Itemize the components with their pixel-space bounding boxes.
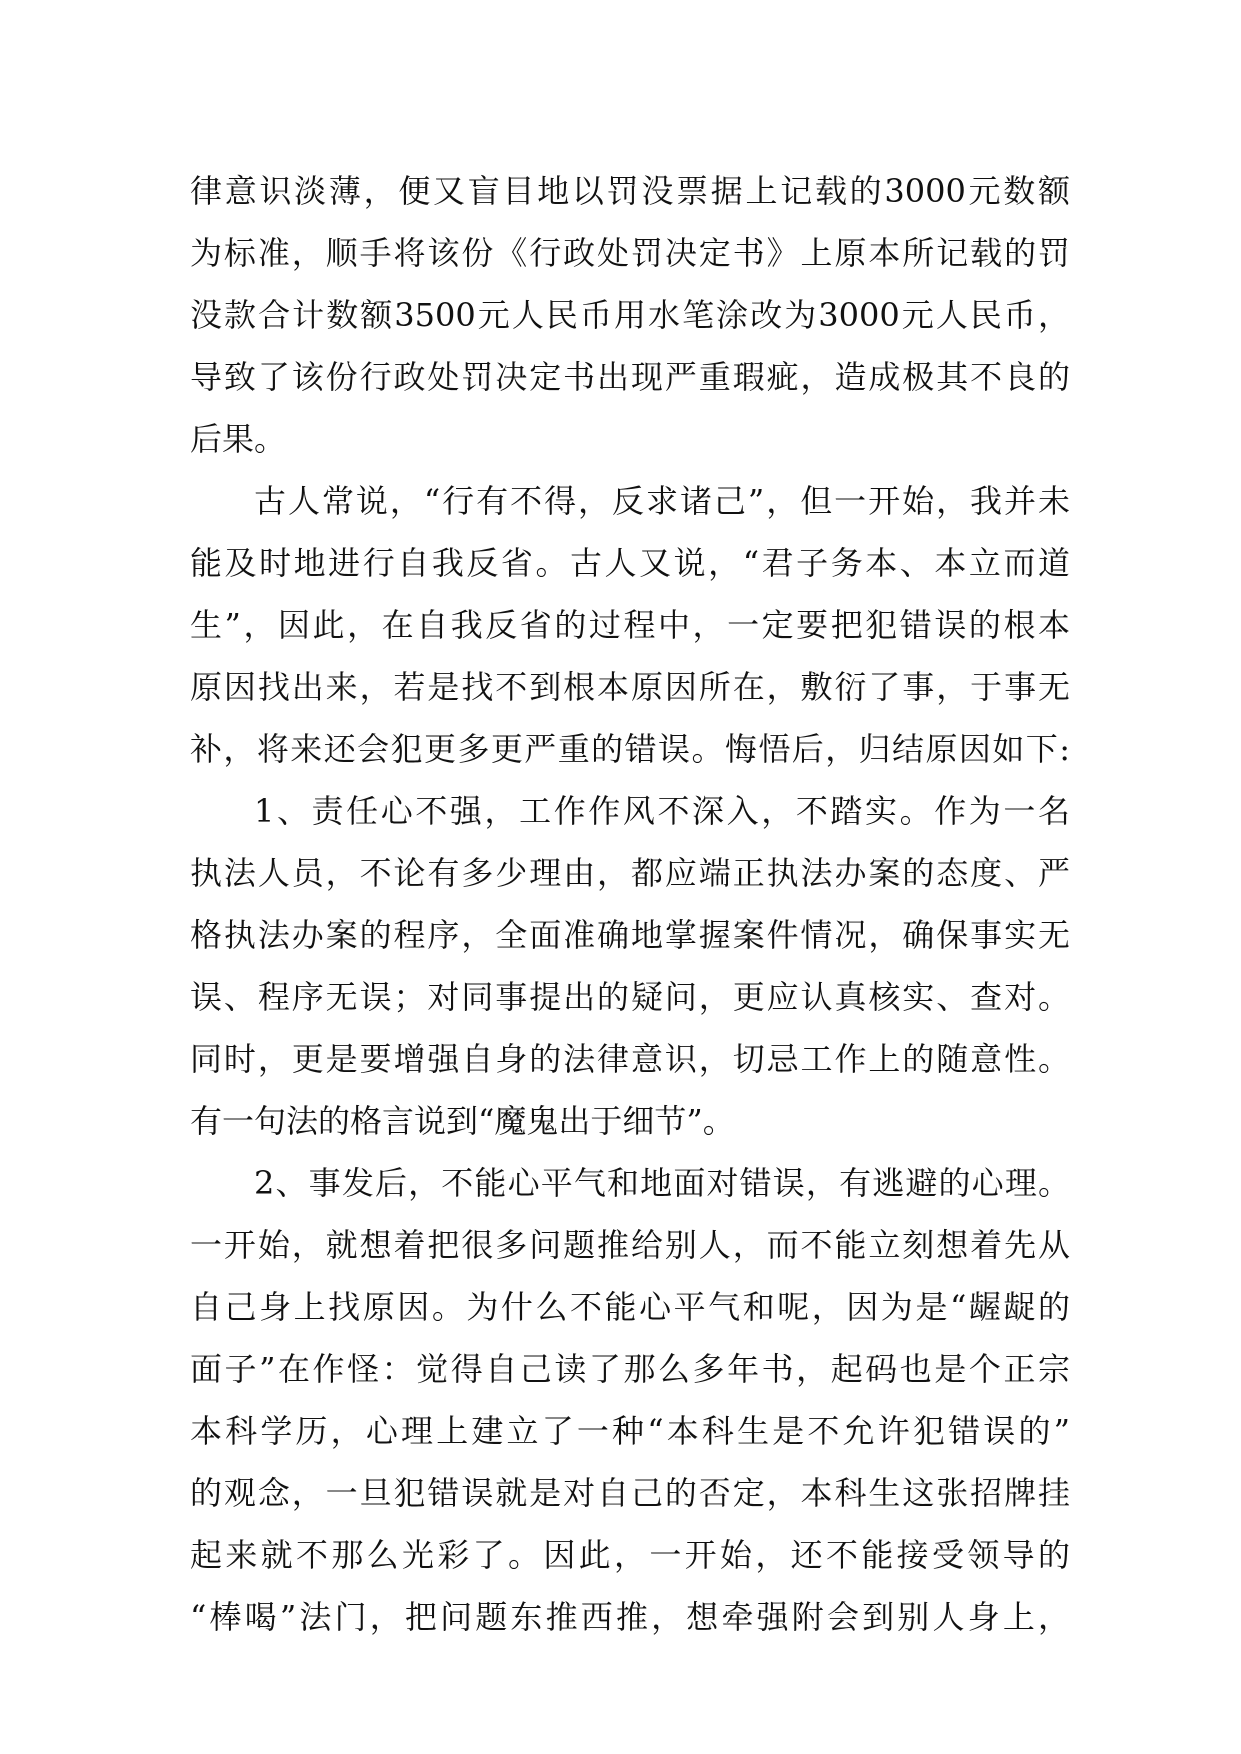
text-line: 补，将来还会犯更多更严重的错误。悔悟后，归结原因如下: <box>190 730 1070 768</box>
text-line: 本科学历，心理上建立了一种“本科生是不允许犯错误的” <box>190 1412 1070 1450</box>
text-line: 自己身上找原因。为什么不能心平气和呢，因为是“龌龊的 <box>190 1288 1070 1326</box>
text-line: 误、程序无误；对同事提出的疑问，更应认真核实、查对。 <box>190 978 1070 1016</box>
text-line: 格执法办案的程序，全面准确地掌握案件情况，确保事实无 <box>190 916 1070 954</box>
text-line: 起来就不那么光彩了。因此，一开始，还不能接受领导的 <box>190 1536 1070 1574</box>
text-line: 原因找出来，若是找不到根本原因所在，敷衍了事，于事无 <box>190 668 1070 706</box>
text-line: 有一句法的格言说到“魔鬼出于细节”。 <box>190 1102 735 1140</box>
text-line: 执法人员，不论有多少理由，都应端正执法办案的态度、严 <box>190 854 1070 892</box>
text-line: “棒喝”法门，把问题东推西推，想牵强附会到别人身上， <box>190 1598 1070 1636</box>
text-line: 导致了该份行政处罚决定书出现严重瑕疵，造成极其不良的 <box>190 358 1070 396</box>
paragraph-first-line: 1、责任心不强，工作作风不深入，不踏实。作为一名 <box>254 792 1070 830</box>
text-line: 律意识淡薄，便又盲目地以罚没票据上记载的3000元数额 <box>190 172 1070 210</box>
text-line: 的观念，一旦犯错误就是对自己的否定，本科生这张招牌挂 <box>190 1474 1070 1512</box>
text-line: 一开始，就想着把很多问题推给别人，而不能立刻想着先从 <box>190 1226 1070 1264</box>
text-line: 为标准，顺手将该份《行政处罚决定书》上原本所记载的罚 <box>190 234 1070 272</box>
paragraph-first-line: 2、事发后，不能心平气和地面对错误，有逃避的心理。 <box>254 1164 1070 1202</box>
text-line: 后果。 <box>190 420 287 458</box>
text-line: 能及时地进行自我反省。古人又说，“君子务本、本立而道 <box>190 544 1070 582</box>
text-line: 同时，更是要增强自身的法律意识，切忌工作上的随意性。 <box>190 1040 1070 1078</box>
text-line: 生”，因此，在自我反省的过程中，一定要把犯错误的根本 <box>190 606 1070 644</box>
paragraph-first-line: 古人常说，“行有不得，反求诸己”，但一开始，我并未 <box>254 482 1070 520</box>
text-line: 面子”在作怪：觉得自己读了那么多年书，起码也是个正宗 <box>190 1350 1070 1388</box>
text-line: 没款合计数额3500元人民币用水笔涂改为3000元人民币， <box>190 296 1070 334</box>
document-body <box>190 160 1070 1648</box>
